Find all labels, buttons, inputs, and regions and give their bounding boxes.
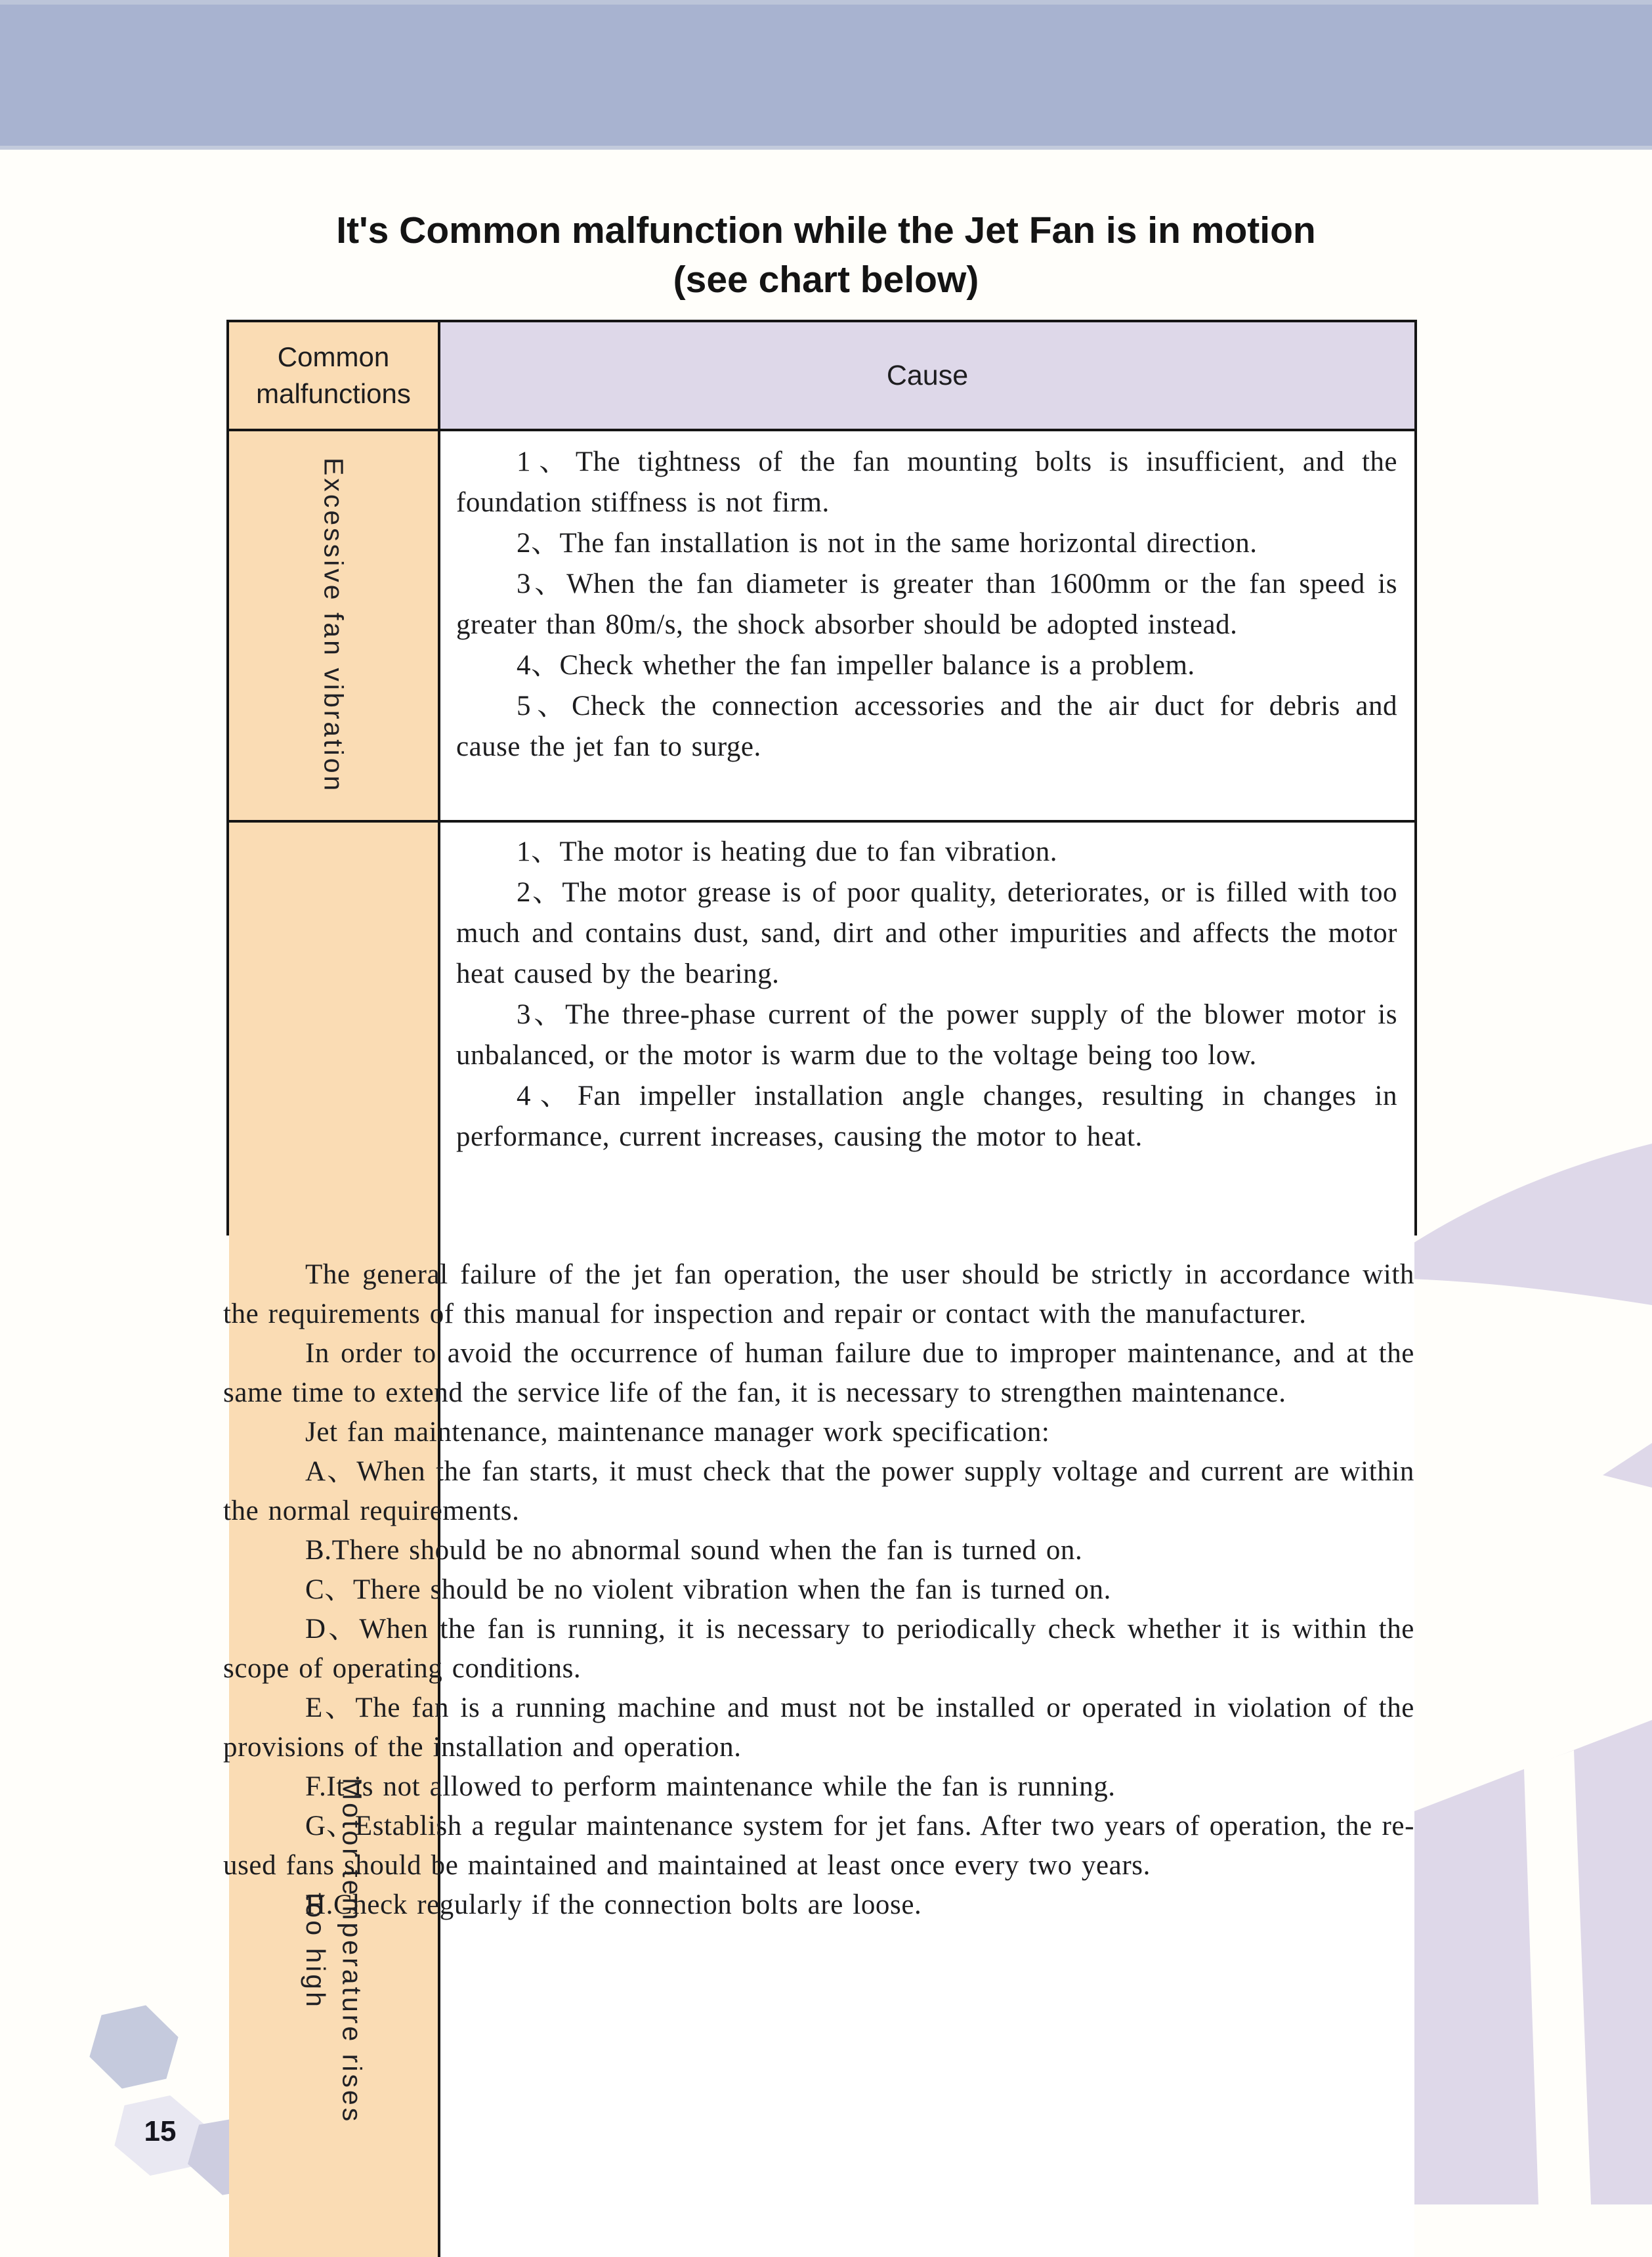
vertical-label-excessive-fan-vibration: Excessive fan vibration: [318, 458, 349, 794]
cause-item: 3、When the fan diameter is greater than 1600mm or the fan speed is greater than 80m/s, the shock absorber should be adopted instead.: [456, 569, 1397, 640]
table-header-cause: Cause: [440, 322, 1414, 431]
cause-item: 2、The motor grease is of poor quality, deteriorates, or is filled with too much and contains dust, sand, dirt and other impurities and affects the motor heat caused by the bearing.: [456, 877, 1397, 989]
cause-item: 4、Fan impeller installation angle changes, resulting in changes in performance, current increases, causing the motor to heat.: [456, 1081, 1397, 1152]
page-title-line1: It's Common malfunction while the Jet Fan is in motion: [336, 209, 1316, 251]
paragraph: Jet fan maintenance, maintenance manager work specification:: [305, 1417, 1050, 1448]
paragraph: A、When the fan starts, it must check that the power supply voltage and current are within the normal requirements.: [223, 1456, 1414, 1526]
cause-item: 3、The three-phase current of the power supply of the blower motor is unbalanced, or the motor is warm due to the voltage being too low.: [456, 999, 1397, 1071]
table-row-1-malfunction: [229, 431, 440, 823]
paragraph: F.It is not allowed to perform maintenance while the fan is running.: [305, 1771, 1116, 1802]
table-header-malfunctions: Common malfunctions: [229, 322, 440, 431]
paragraph: In order to avoid the occurrence of human failure due to improper maintenance, and at the same time to extend the service life of the fan, it is necessary to strengthen maintenance.: [223, 1338, 1414, 1408]
paragraph: G、Establish a regular maintenance system for jet fans. After two years of operation, the re-used fans should be maintained and maintained at least once every two years.: [223, 1811, 1414, 1881]
paragraph: D、When the fan is running, it is necessary to periodically check whether it is within the scope of operating conditions.: [223, 1614, 1414, 1684]
paragraph: E、The fan is a running machine and must not be installed or operated in violation of the provisions of the installation and operation.: [223, 1692, 1414, 1763]
table-row-1-causes: [440, 431, 1414, 823]
page-title: [0, 206, 1652, 305]
page-number: 15: [144, 2115, 177, 2147]
body-text: [223, 1255, 1414, 1925]
cause-item: 2、The fan installation is not in the same horizontal direction.: [517, 528, 1258, 559]
vertical-label-motor-temperature: Motor temperature rises too high: [301, 1778, 368, 2124]
paragraph: C、There should be no violent vibration when the fan is turned on.: [305, 1574, 1111, 1605]
header-band: [0, 0, 1652, 150]
paragraph: B.There should be no abnormal sound when the fan is turned on.: [305, 1535, 1083, 1566]
cause-item: 1、The motor is heating due to fan vibration.: [517, 836, 1057, 867]
cause-item: 5、Check the connection accessories and the air duct for debris and cause the jet fan to surge.: [456, 691, 1397, 762]
page-title-line2: (see chart below): [673, 259, 979, 301]
paragraph: H.Check regularly if the connection bolts are loose.: [305, 1889, 922, 1920]
cause-item: 4、Check whether the fan impeller balance is a problem.: [517, 650, 1195, 681]
cause-item: 1、The tightness of the fan mounting bolts is insufficient, and the foundation stiffness is not firm.: [456, 446, 1397, 518]
paragraph: The general failure of the jet fan operation, the user should be strictly in accordance with the requirements of this manual for inspection and repair or contact with the manufacturer.: [223, 1259, 1414, 1329]
